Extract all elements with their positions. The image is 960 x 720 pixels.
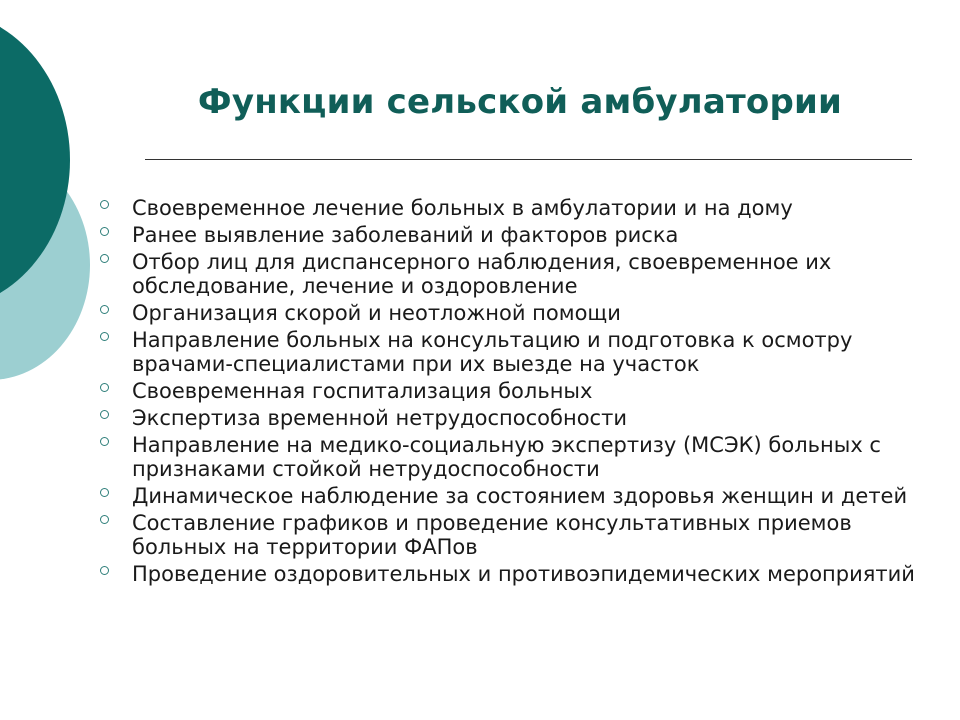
bullet-circle-icon: [100, 437, 109, 446]
bullet-circle-icon: [100, 410, 109, 419]
bullet-circle-icon: [100, 254, 109, 263]
bullet-item: [100, 250, 930, 298]
bullet-text: Своевременное лечение больных в амбулатории и на дому: [132, 196, 793, 220]
bullet-text: Динамическое наблюдение за состоянием здоровья женщин и детей: [132, 484, 908, 508]
bullet-item: [100, 484, 930, 508]
bullet-text: Направление больных на консультацию и подготовка к осмотру врачами-специалистами при их выезде на участок: [132, 328, 853, 376]
slide-title: Функции сельской амбулатории: [197, 82, 843, 122]
bullet-text: Экспертиза временной нетрудоспособности: [132, 406, 627, 430]
bullet-list: [100, 196, 930, 589]
bullet-circle-icon: [100, 488, 109, 497]
bullet-item: [100, 301, 930, 325]
bullet-text: Проведение оздоровительных и противоэпидемических мероприятий: [132, 562, 915, 586]
bullet-item: [100, 223, 930, 247]
bullet-circle-icon: [100, 383, 109, 392]
bullet-item: [100, 433, 930, 481]
bullet-text: Отбор лиц для диспансерного наблюдения, своевременное их обследование, лечение и оздоровление: [132, 250, 832, 298]
bullet-circle-icon: [100, 227, 109, 236]
title-divider: [145, 159, 912, 160]
bullet-circle-icon: [100, 566, 109, 575]
bullet-item: [100, 196, 930, 220]
bullet-text: Организация скорой и неотложной помощи: [132, 301, 621, 325]
bullet-circle-icon: [100, 332, 109, 341]
bullet-item: [100, 406, 930, 430]
bullet-item: [100, 379, 930, 403]
bullet-text: Направление на медико-социальную экспертизу (МСЭК) больных с признаками стойкой нетрудоспособности: [132, 433, 881, 481]
bullet-circle-icon: [100, 305, 109, 314]
bullet-item: [100, 511, 930, 559]
bullet-circle-icon: [100, 515, 109, 524]
bullet-text: Своевременная госпитализация больных: [132, 379, 593, 403]
bullet-item: [100, 328, 930, 376]
bullet-circle-icon: [100, 200, 109, 209]
bullet-text: Ранее выявление заболеваний и факторов риска: [132, 223, 679, 247]
bullet-item: [100, 562, 930, 586]
bullet-text: Составление графиков и проведение консультативных приемов больных на территории ФАПов: [132, 511, 852, 559]
